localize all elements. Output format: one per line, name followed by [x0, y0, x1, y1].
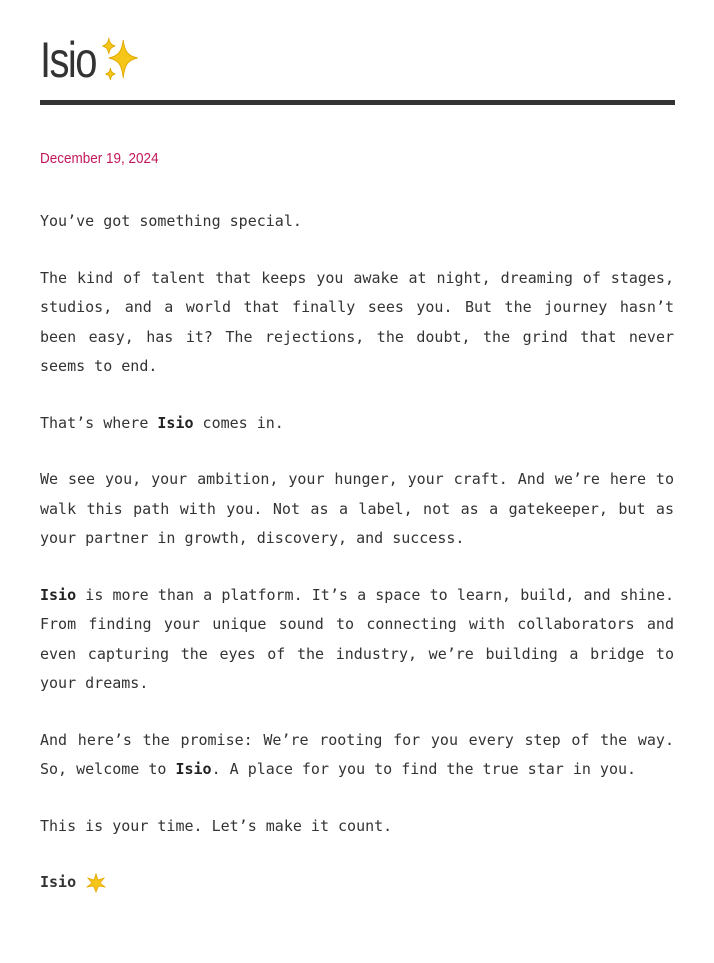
header-divider	[40, 100, 675, 105]
paragraph-3-text-b: comes in.	[193, 413, 284, 432]
blog-title[interactable]	[40, 28, 141, 92]
paragraph-1: You’ve got something special.	[40, 212, 302, 230]
brand-name: Isio	[175, 760, 212, 778]
sparkle-small-bottom	[105, 68, 115, 80]
paragraph-5	[40, 581, 674, 699]
paragraph-6-text-a: And here’s the promise: We’re rooting for you every step of the way. So, welcome to	[40, 730, 674, 778]
paragraph-3-text-a: That’s where	[40, 413, 158, 432]
post-body	[40, 207, 674, 898]
brand-name: Isio	[157, 413, 194, 432]
brand-name: Isio	[40, 585, 77, 604]
paragraph-7: This is your time. Let’s make it count.	[40, 816, 393, 835]
paragraph-5-text: is more than a platform. It’s a space to learn, build, and shine. From finding your unique sound to connecting with collaborators and even capturing the eyes of the industry, we’re building a bridge to your dreams.	[40, 585, 674, 692]
blog-title-text: Isio	[40, 32, 96, 88]
paragraph-2: The kind of talent that keeps you awake at night, dreaming of stages, studios, and a world that finally sees you. But the journey hasn’t been easy, has it? The rejections, the doubt, the grind that never seems to end.	[40, 268, 674, 375]
post-date: December 19, 2024	[40, 150, 159, 167]
paragraph-6	[40, 726, 674, 785]
star-burst-shape	[87, 874, 105, 892]
signature-text: Isio	[40, 873, 77, 891]
sparkle-small-top	[102, 38, 115, 54]
signature	[40, 868, 674, 898]
paragraph-3	[40, 409, 674, 439]
sparkles-icon	[99, 34, 141, 86]
star-burst-icon	[86, 873, 106, 893]
paragraph-6-text-b: . A place for you to find the true star in you.	[211, 760, 637, 778]
paragraph-4: We see you, your ambition, your hunger, your craft. And we’re here to walk this path with you. Not as a label, not as a gatekeeper, but as your partner in growth, discovery, and success.	[40, 470, 674, 547]
